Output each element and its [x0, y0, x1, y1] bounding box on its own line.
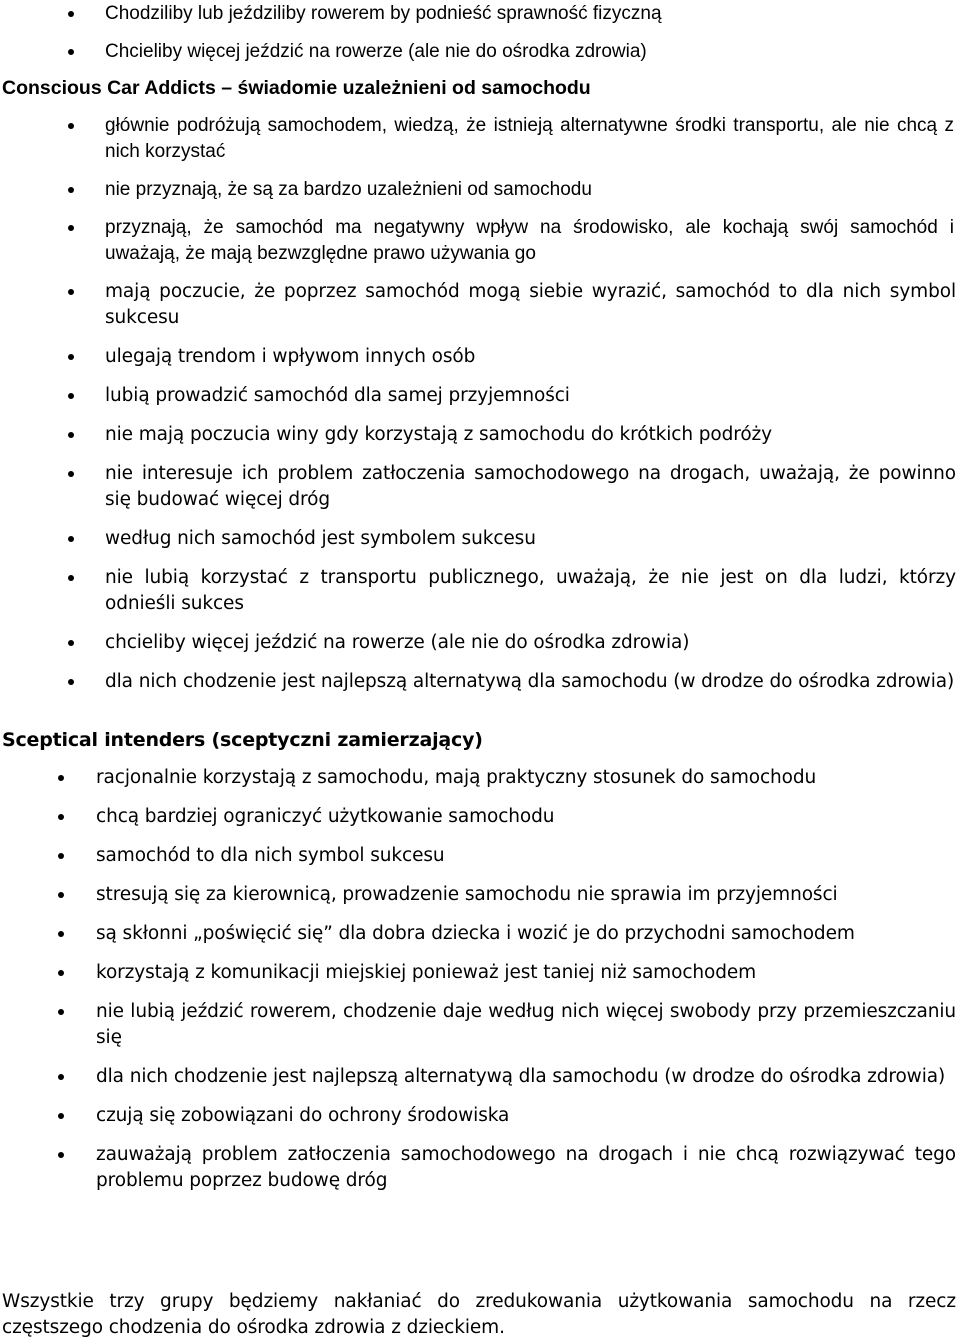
list-item: Chcieliby więcej jeździć na rowerze (ale nie do ośrodka zdrowia) [0, 39, 960, 65]
conscious-car-addicts-section [0, 75, 960, 708]
sceptical-bullet-list [0, 765, 960, 1194]
list-item: są skłonni „poświęcić się” dla dobra dziecka i wozić je do przychodni samochodem [0, 921, 960, 947]
top-list-section [0, 1, 960, 77]
cca-bullet-list-b [0, 279, 960, 695]
list-item: racjonalnie korzystają z samochodu, mają praktyczny stosunek do samochodu [0, 765, 960, 791]
list-item: mają poczucie, że poprzez samochód mogą siebie wyrazić, samochód to dla nich symbol sukcesu [0, 279, 960, 331]
list-item: nie mają poczucia winy gdy korzystają z samochodu do krótkich podróży [0, 422, 960, 448]
section-heading: Conscious Car Addicts – świadomie uzależnieni od samochodu [2, 77, 591, 99]
list-item: dla nich chodzenie jest najlepszą alternatywą dla samochodu (w drodze do ośrodka zdrowia) [0, 1064, 960, 1090]
sceptical-intenders-section [0, 727, 960, 1207]
list-item: dla nich chodzenie jest najlepszą alternatywą dla samochodu (w drodze do ośrodka zdrowia) [0, 669, 960, 695]
list-item: nie lubią korzystać z transportu publicznego, uważają, że nie jest on dla ludzi, którzy odnieśli sukces [0, 565, 960, 617]
section-heading: Sceptical intenders (sceptyczni zamierzający) [2, 729, 483, 751]
list-item: stresują się za kierownicą, prowadzenie samochodu nie sprawia im przyjemności [0, 882, 960, 908]
list-item: czują się zobowiązani do ochrony środowiska [0, 1103, 960, 1129]
list-item: korzystają z komunikacji miejskiej ponieważ jest taniej niż samochodem [0, 960, 960, 986]
list-item: według nich samochód jest symbolem sukcesu [0, 526, 960, 552]
list-item: nie przyznają, że są za bardzo uzależnieni od samochodu [0, 177, 960, 203]
list-item: zauważają problem zatłoczenia samochodowego na drogach i nie chcą rozwiązywać tego problemu poprzez budowę dróg [0, 1142, 960, 1194]
list-item: głównie podróżują samochodem, wiedzą, że istnieją alternatywne środki transportu, ale nie chcą z nich korzystać [0, 113, 960, 165]
list-item: Chodziliby lub jeździliby rowerem by podnieść sprawność fizyczną [0, 1, 960, 27]
closing-section [0, 1289, 960, 1341]
list-item: nie lubią jeździć rowerem, chodzenie daje według nich więcej swobody przy przemieszczaniu się [0, 999, 960, 1051]
list-item: przyznają, że samochód ma negatywny wpływ na środowisko, ale kochają swój samochód i uważają, że mają bezwzględne prawo używania go [0, 215, 960, 267]
cca-bullet-list-a [0, 113, 960, 267]
list-item: nie interesuje ich problem zatłoczenia samochodowego na drogach, uważają, że powinno się budować więcej dróg [0, 461, 960, 513]
list-item: ulegają trendom i wpływom innych osób [0, 344, 960, 370]
list-item: chcą bardziej ograniczyć użytkowanie samochodu [0, 804, 960, 830]
list-item: chcieliby więcej jeździć na rowerze (ale nie do ośrodka zdrowia) [0, 630, 960, 656]
list-item: samochód to dla nich symbol sukcesu [0, 843, 960, 869]
closing-paragraph: Wszystkie trzy grupy będziemy nakłaniać do zredukowania użytkowania samochodu na rzecz częstszego chodzenia do ośrodka zdrowia z dzieckiem. [2, 1291, 956, 1338]
list-item: lubią prowadzić samochód dla samej przyjemności [0, 383, 960, 409]
top-bullet-list [0, 1, 960, 65]
